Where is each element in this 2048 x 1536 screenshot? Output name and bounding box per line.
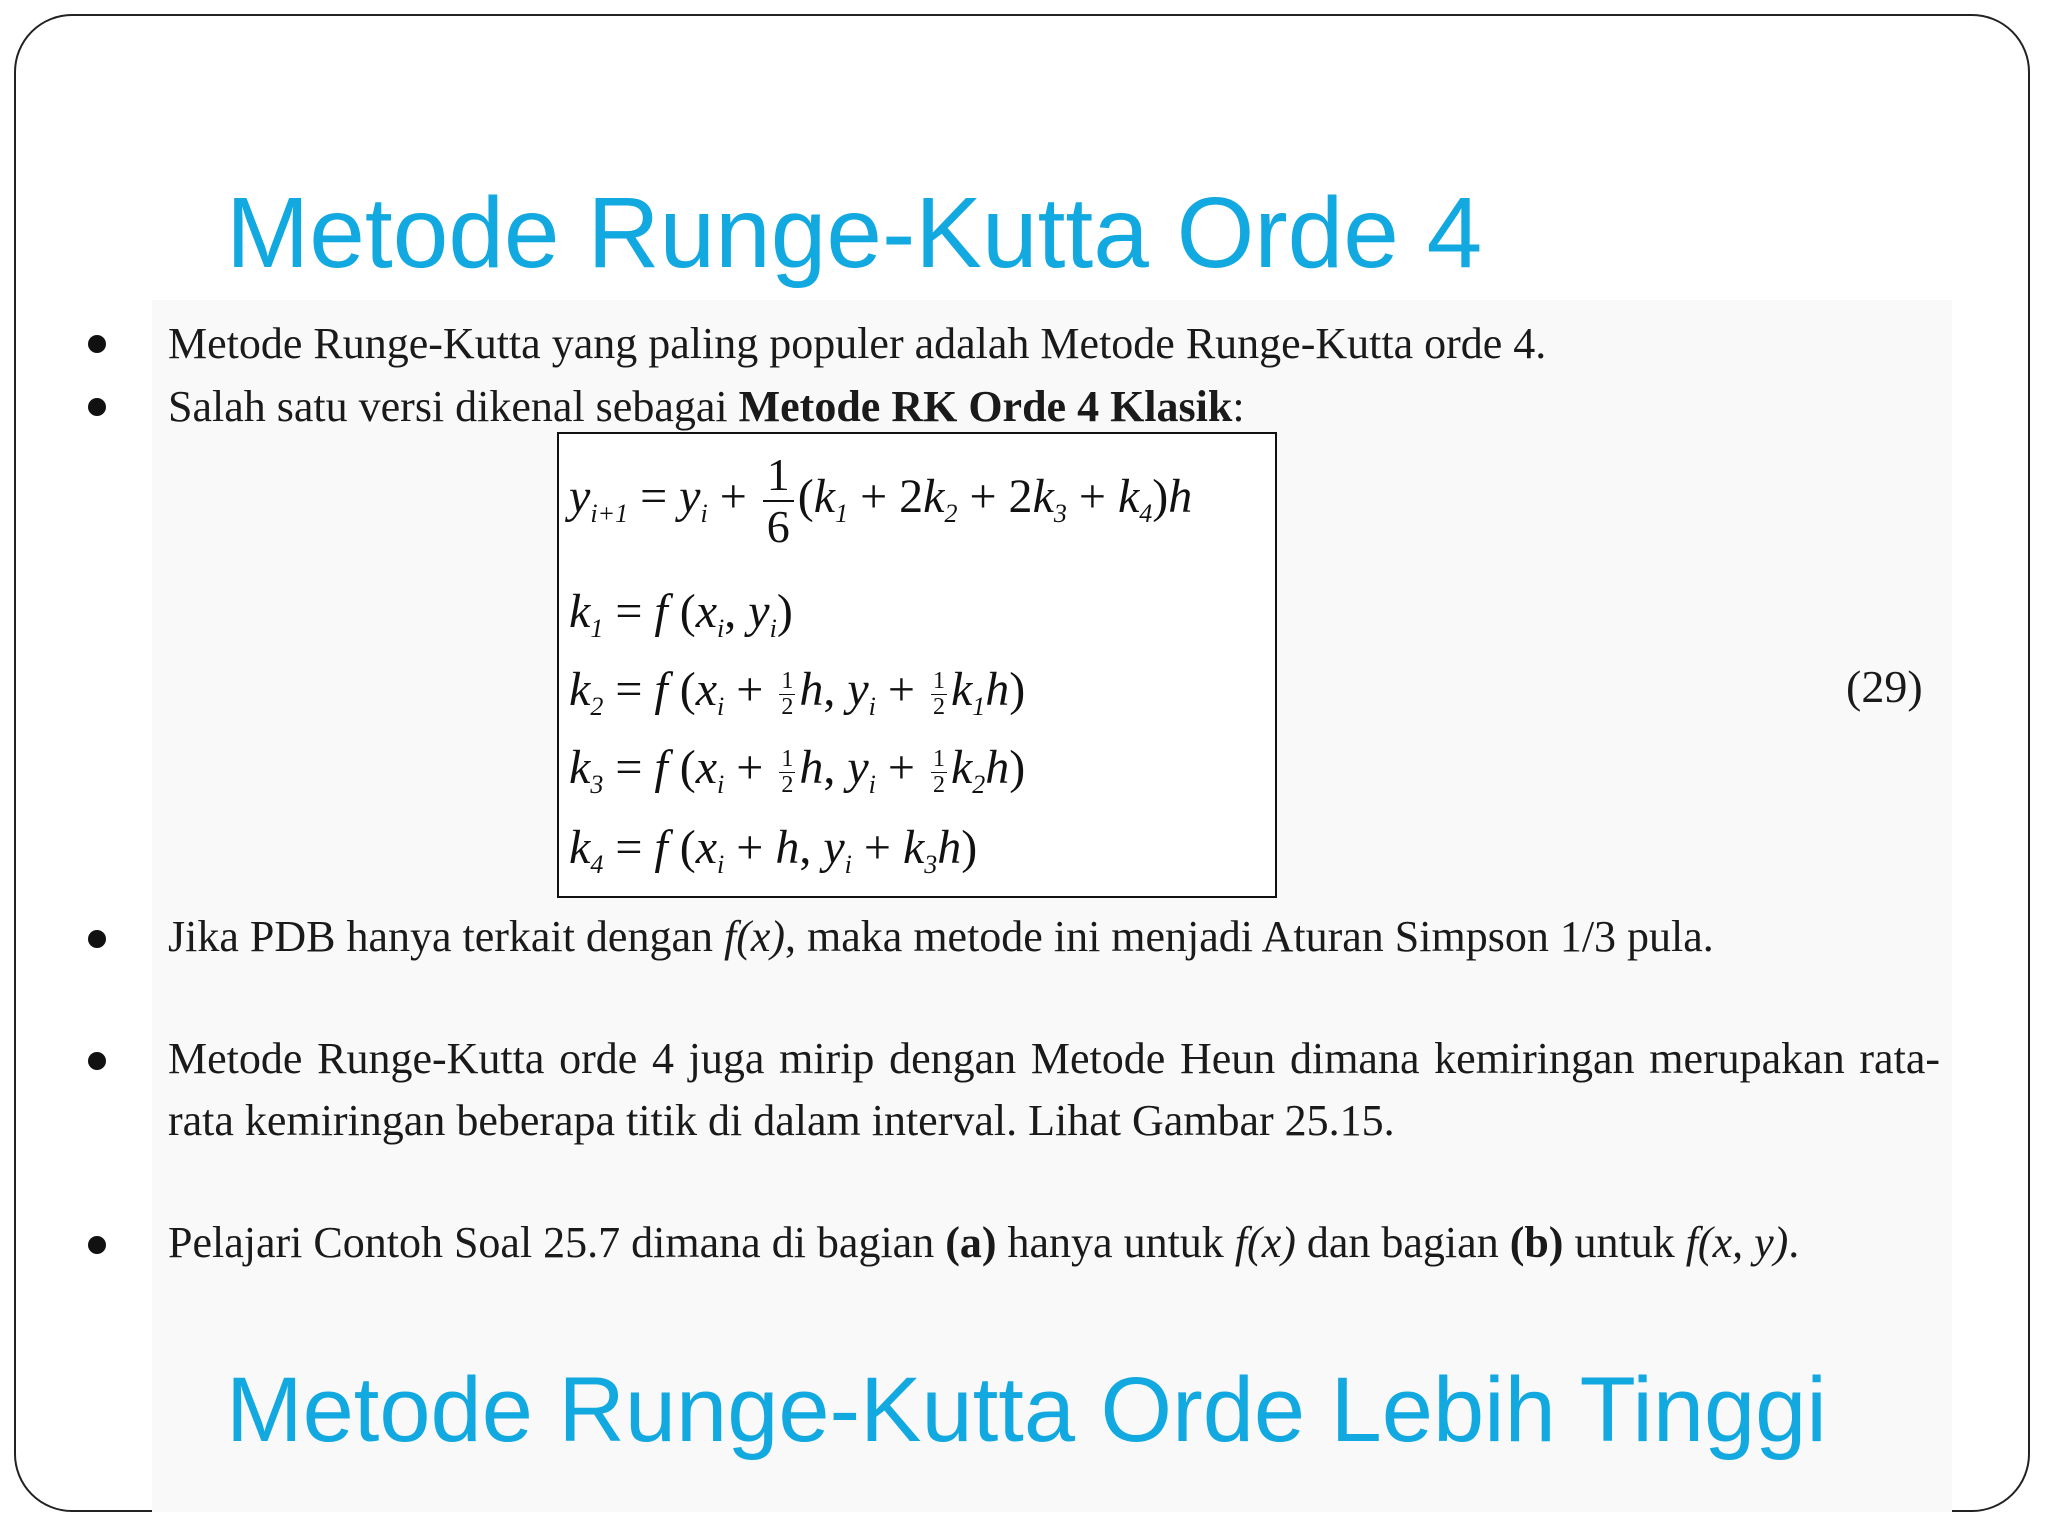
bullet-text-3-suffix: , maka metode ini menjadi Aturan Simpson 1/3 pula.: [785, 912, 1714, 961]
equation-number: (29): [1846, 661, 1923, 712]
equation-line-4: $k_3 = f$ ($x_i$ + $\frac{1}{2}$ h, $y_i$ + $\frac{1}{2}$ $k_2h$): [569, 741, 1026, 799]
equation-box: [557, 432, 1277, 898]
bullet-marker: [88, 930, 106, 948]
bullet-marker: [88, 398, 106, 416]
bullet-text-3: [168, 906, 1940, 968]
equation-line-2: $k_1 = f$ ($x_i$, $y_i$): [569, 585, 793, 643]
bullet-text-2-prefix: Salah satu versi dikenal sebagai: [168, 382, 739, 431]
bullet-text-5-bold-b: (b): [1509, 1218, 1564, 1267]
bullet-marker: [88, 335, 106, 353]
bullet-text-5-part: dan bagian: [1295, 1218, 1510, 1267]
fraction-one-sixth: $\frac{1}{6}$: [763, 452, 794, 550]
bullet-text-5-bold-a: (a): [945, 1218, 997, 1267]
equation-line-1: $y_{i+1} = y_i$ + $\frac{1}{6}$ $(k_1 + 2k_2 + 2k_3 + k_4)h$: [569, 449, 1193, 552]
bullet-text-5-part: hanya untuk: [996, 1218, 1235, 1267]
bullet-text-2-bold: Metode RK Orde 4 Klasik: [738, 382, 1233, 431]
bullet-text-5-part: untuk: [1563, 1218, 1686, 1267]
bullet-marker: [88, 1236, 106, 1254]
slide-title: Metode Runge-Kutta Orde 4: [226, 177, 1483, 289]
slide-subtitle: Metode Runge-Kutta Orde Lebih Tinggi: [226, 1359, 1827, 1461]
bullet-text-5-part: Pelajari Contoh Soal 25.7 dimana di bagian: [168, 1218, 946, 1267]
bullet-text-1: Metode Runge-Kutta yang paling populer adalah Metode Runge-Kutta orde 4.: [168, 319, 1547, 368]
bullet-text-5-italic-fxy: f(x, y): [1685, 1218, 1789, 1267]
equation-line-3: $k_2 = f$ ($x_i$ + $\frac{1}{2}$ h, $y_i$ + $\frac{1}{2}$ $k_1h$): [569, 663, 1026, 721]
bullet-text-5: [168, 1212, 1940, 1274]
bullet-text-2-suffix: :: [1232, 382, 1245, 431]
bullet-marker: [88, 1052, 106, 1070]
bullet-text-4: Metode Runge-Kutta orde 4 juga mirip dengan Metode Heun dimana kemiringan merupakan rata-rata kemiringan beberapa titik di dalam interval. Lihat Gambar 25.15.: [168, 1034, 1940, 1145]
bullet-text-3-italic: f(x): [723, 912, 786, 961]
equation-line-5: $k_4 = f$ ($x_i + h$, $y_i + k_3h$): [569, 821, 978, 879]
bullet-text-3-prefix: Jika PDB hanya terkait dengan: [168, 912, 724, 961]
bullet-text-5-part: .: [1788, 1218, 1800, 1267]
bullet-text-2: [168, 376, 1245, 438]
bullet-text-5-italic-fx: f(x): [1234, 1218, 1296, 1267]
